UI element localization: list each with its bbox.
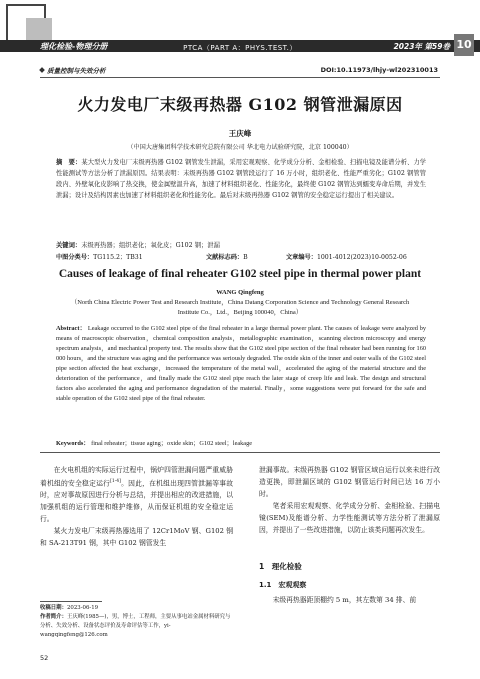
- keywords-en-text: final reheater；tissue aging；oxide skin；G102 steel；leakage: [91, 440, 253, 447]
- abstract-en: [56, 324, 426, 404]
- footnote-author: [40, 613, 233, 640]
- abstract-cn-text: 某大型火力发电厂末级再热器 G102 钢管发生泄漏，采用宏观观察、化学成分分析、金相检验、扫描电镜及能谱分析、力学性能测试等方法分析了泄漏原因。结果表明：末级再热器 G102 钢管段运行了 16 万小时，组织老化、性能严重劣化；G102 钢管管段内、外壁氧化皮影响了热交换，使金属壁温升高，加速了材料组织老化、性能劣化，最终使 G102 钢管达到蠕变寿命后期，并发生泄漏；设计及结构因素也加速了材料组织老化和性能劣化。最后对末级再热器 G102 钢管的安全稳定运行提出了相关建议。: [56, 159, 426, 199]
- abstract-cn-label: 摘 要：: [56, 159, 82, 166]
- footnote-divider: [40, 601, 102, 602]
- abstract-en-text: Leakage occurred to the G102 steel pipe of the final reheater in a large thermal power plant. The causes of leakage were analyzed by means of macroscopic observation，chemical composition analysis，metallographic examination，scanning electron microscopy and energy spectrum analysis，and mechanical property test. The results show that the G102 steel pipe section of the final reheater had been running for 160 000 hours，and the structure was aging and the performance was seriously degraded. The oxide skin of the inner and outer walls of the G102 steel pipe section affected the heat exchange，increased the temperature of the metal wall，accelerated the aging of the material structure and the deterioration of the performance，and finally made the G102 steel pipe reach the later stage of creep life and leak. The design and structural factors also accelerated the aging and performance degradation of the material. Finally，some suggestions were put forward for the safe and stable operation of the G102 steel pipe of the final reheater.: [56, 325, 426, 402]
- received-label: 收稿日期：: [40, 605, 67, 611]
- classification-line: [56, 252, 426, 261]
- journal-volume: 2023年 第59卷: [393, 42, 450, 51]
- clc-value: TG115.2；TB31: [93, 254, 143, 261]
- article-id-label: 文章编号：: [286, 254, 317, 261]
- journal-logo-block: [26, 18, 52, 42]
- divider: [40, 452, 440, 453]
- page-number: 52: [40, 654, 49, 662]
- body-text: 在火电机组的实际运行过程中，锅炉四管泄漏问题严重威胁着机组的安全稳定运行: [40, 466, 233, 488]
- affiliation-en: （North China Electric Power Test and Research Institute，China Datang Corporation Science and Technology General Research Institute Co.，Ltd.，Beijing 100040，China）: [70, 299, 410, 316]
- author-en: WANG Qingfeng: [216, 289, 264, 296]
- keywords-cn-label: 关键词：: [56, 242, 82, 249]
- section-heading: 1 理化检验: [259, 562, 302, 571]
- journal-name: PTCA（PART A：PHYS.TEST.）: [183, 44, 297, 52]
- paper-title-en: Causes of leakage of final reheater G102 steel pipe in thermal power plant: [58, 268, 422, 280]
- journal-issue: 10: [454, 34, 474, 56]
- body-right-column: [259, 464, 440, 536]
- subsection-heading: 1.1 宏观观察: [259, 581, 307, 589]
- author-bio: 王庆峰(1985—)，男，博士，工程师，主要从事电站金属材料研究与分析、失效分析、设备状态评价及寿命评估等工作，yi-wangqingfeng@126.com: [40, 614, 231, 638]
- doc-code-label: 文献标志码：: [206, 254, 244, 261]
- received-date: 2023-06-19: [66, 605, 99, 611]
- body-paragraph: 泄漏事故。末级再热器 G102 钢管区域自运行以来未进行改造更换，即泄漏区域的 G102 钢管运行时间已达 16 万小时。: [259, 466, 440, 498]
- body-paragraph: 笔者采用宏观观察、化学成分分析、金相检验、扫描电镜(SEM)及能谱分析、力学性能测试等方法分析了泄漏原因，并提出了一些改进措施，以防止该类问题再次发生。: [259, 502, 440, 534]
- article-id-value: 1001-4012(2023)10-0052-06: [316, 254, 407, 261]
- doi[interactable]: DOI:10.11973/lhjy-wl202310013: [320, 66, 438, 74]
- keywords-en-label: Keywords：: [56, 440, 90, 447]
- body-left-column: [40, 464, 233, 549]
- body-paragraph: 某火力发电厂末级再热器选用了 12Cr1MoV 钢、G102 钢和 SA-213T91 钢，其中 G102 钢管发生: [40, 527, 233, 548]
- paper-title-cn: 火力发电厂末级再热器 G102 钢管泄漏原因: [77, 95, 403, 114]
- body-paragraph: 末级再热器距顶棚约 5 m，其左数第 34 排、前: [272, 596, 417, 604]
- body-text: 。因此，在机组出现四管泄漏等事故时，应对事故原因进行分析与总结，并提出相应的改进措施，以加强机组的运行管理和维护维修，从而保证机组的安全稳定运行。: [40, 479, 234, 524]
- section-tag: 质量控制与失效分析: [40, 66, 106, 75]
- author-bio-label: 作者简介：: [40, 614, 67, 620]
- footnote: [40, 604, 233, 640]
- clc-label: 中图分类号：: [56, 254, 94, 261]
- journal-header: [0, 0, 480, 56]
- footnote-received: [40, 604, 233, 613]
- journal-brand: 理化检验-物理分册: [40, 42, 108, 51]
- doc-code-value: B: [243, 254, 248, 261]
- author-cn: 王庆峰: [228, 129, 252, 138]
- body-paragraph: [40, 464, 233, 525]
- divider: [40, 77, 440, 78]
- abstract-cn: [56, 157, 426, 201]
- citation[interactable]: [1-4]: [110, 479, 121, 484]
- keywords-en: [56, 438, 426, 447]
- affiliation-cn: （中国大唐集团科学技术研究总院有限公司 华北电力试验研究院，北京 100040）: [127, 144, 353, 151]
- keywords-cn-text: 末级再热器；组织老化；氧化皮；G102 钢；泄漏: [81, 242, 220, 249]
- keywords-cn: [56, 240, 220, 249]
- abstract-en-label: Abstract：: [56, 325, 87, 332]
